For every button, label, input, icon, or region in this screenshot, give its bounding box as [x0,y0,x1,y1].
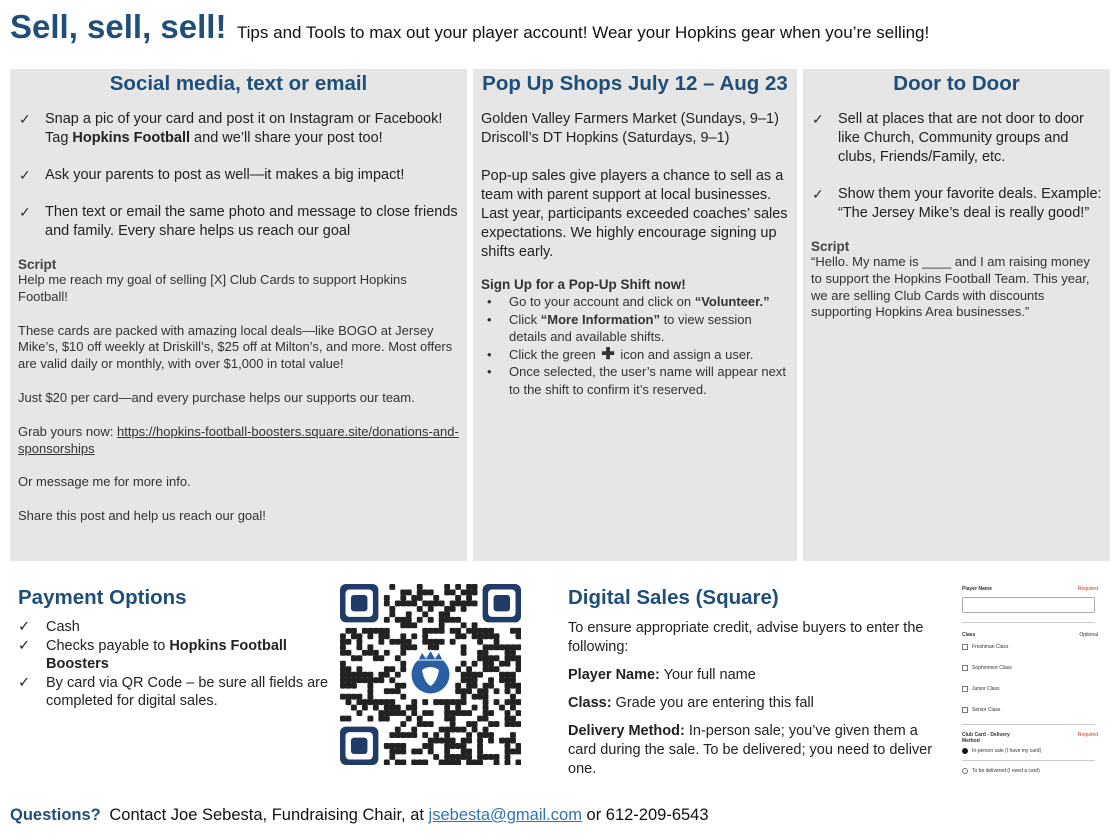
questions-footer: Questions? Contact Joe Sebesta, Fundraising Chair, at jsebesta@gmail.com or 612-209-6543 [10,806,709,824]
deliver-radio[interactable]: To be delivered (I need a card) [962,768,1040,774]
class-label: Class [962,632,976,638]
donation-link[interactable]: https://hopkins-football-boosters.square.site/donations-and-sponsorships [18,423,459,456]
page-tagline: Tips and Tools to max out your player account! Wear your Hopkins gear when you’re selling! [236,23,930,42]
required-tag: Required [1077,732,1098,738]
delivery-label: Club Card - Delivery Method [962,732,1010,744]
script-heading: Script [18,257,57,272]
square-form-preview [958,580,1098,780]
player-name-instruction: Player Name: Your full name [568,667,756,683]
junior-checkbox[interactable]: Junior Class [962,686,1000,692]
list-item: ✓ By card via QR Code – be sure all fields are completed for digital sales. [18,674,329,709]
class-instruction: Class: Grade you are entering this fall [568,695,814,711]
script-heading: Script [811,239,850,254]
list-item: ✓ Then text or email the same photo and message to close friends and family. Every share helps us reach our goal [19,204,458,239]
player-name-input[interactable] [962,597,1095,613]
payment-options [18,586,333,711]
list-item: • Click the green ✚ icon and assign a user. [481,346,789,364]
check-icon: ✓ [18,619,31,635]
door-script: “Hello. My name is ____ and I am raising money to support the Hopkins Football Team. This year, we are selling Club Cards with discounts supporting Hopkins Area businesses.” [811,254,1090,320]
check-icon: ✓ [18,637,31,654]
email-link[interactable]: jsebesta@gmail.com [428,806,582,824]
list-item: ✓ Snap a pic of your card and post it on Instagram or Facebook! Tag Hopkins Football and we’ll share your post too! [19,111,443,146]
player-name-label: Player Name [962,586,993,592]
check-icon: ✓ [19,111,31,127]
popup-locations: Golden Valley Farmers Market (Sundays, 9–1) Driscoll’s DT Hopkins (Saturdays, 9–1) Pop-up sales give players a chance to sell as a team with parent support at local businesses. Last year, participants exceeded coaches’ sales expectations. We highly encourage signing up shifts early. [481,111,788,260]
list-item: ✓ Checks payable to Hopkins Football Boosters [18,637,287,672]
payment-title: Payment Options [18,586,187,609]
check-icon: ✓ [19,204,31,220]
optional-tag: Optional [1079,632,1098,638]
popup-shops-panel [473,69,797,561]
inperson-radio[interactable]: In-person sale (I have my card) [962,748,1041,754]
required-tag: Required [1077,586,1098,592]
payment-list [18,618,333,711]
door-to-door-title: Door to Door [893,72,1020,95]
door-checklist [811,110,1102,223]
social-checklist [18,110,459,241]
sophomore-checkbox[interactable]: Sophomore Class [962,665,1012,671]
door-to-door-panel [803,69,1110,561]
delivery-instruction: Delivery Method: In-person sale; you’ve given them a card during the sale. To be delivered; you need to deliver one. [568,723,933,777]
plus-icon: ✚ [601,345,615,363]
page-title: Sell, sell, sell! [10,8,227,45]
list-item: ✓ Sell at places that are not door to door like Church, Community groups and clubs, Friends/Family, etc. [812,111,1084,165]
check-icon: ✓ [18,674,31,691]
questions-label: Questions? [10,806,101,824]
check-icon: ✓ [19,167,31,183]
page-header [10,8,929,46]
list-item: • Go to your account and click on “Volunteer.” [481,293,789,311]
list-item: • Click “More Information” to view session details and available shifts. [481,311,789,346]
freshman-checkbox[interactable]: Freshman Class [962,644,1008,650]
signup-heading: Sign Up for a Pop-Up Shift now! [481,277,686,292]
list-item: ✓ Cash [18,619,80,635]
social-media-title: Social media, text or email [109,72,368,95]
qr-code[interactable] [340,584,521,765]
popup-shops-title: Pop Up Shops July 12 – Aug 23 [482,72,788,95]
list-item: ✓ Show them your favorite deals. Example: “The Jersey Mike’s deal is really good!” [812,186,1102,221]
senior-checkbox[interactable]: Senior Class [962,707,1000,713]
social-media-panel [10,69,467,561]
social-script: Help me reach my goal of selling [X] Club Cards to support Hopkins Football! These cards are packed with amazing local deals—like BOGO at Jersey Mike’s, $10 off weekly at Driskill’s, $25 off at Milton’s, and more. Most offers are valid daily or monthly, with over $1,000 in total value! Just $20 per card—and every purchase helps our supports our team. Grab yours now: https://hopkins-football-boosters.square.site/donations-and-sponsorships Or message me for more info. Share this post and help us reach our goal! [18,272,459,524]
digital-sales-title: Digital Sales (Square) [568,586,779,609]
digital-sales: Digital Sales (Square) To ensure appropriate credit, advise buyers to enter the following: Player Name: Your full name Class: Grade you are entering this fall Delivery Method: In-person sale; you’ve given them a card during the sale. To be delivered; you need to deliver one. [568,586,943,788]
list-item: • Once selected, the user’s name will appear next to the shift to confirm it’s reserved. [481,363,789,398]
qr-code-graphic [340,584,521,765]
check-icon: ✓ [812,186,824,202]
check-icon: ✓ [812,111,824,127]
signup-steps [481,293,789,398]
list-item: ✓ Ask your parents to post as well—it makes a big impact! [19,167,405,183]
